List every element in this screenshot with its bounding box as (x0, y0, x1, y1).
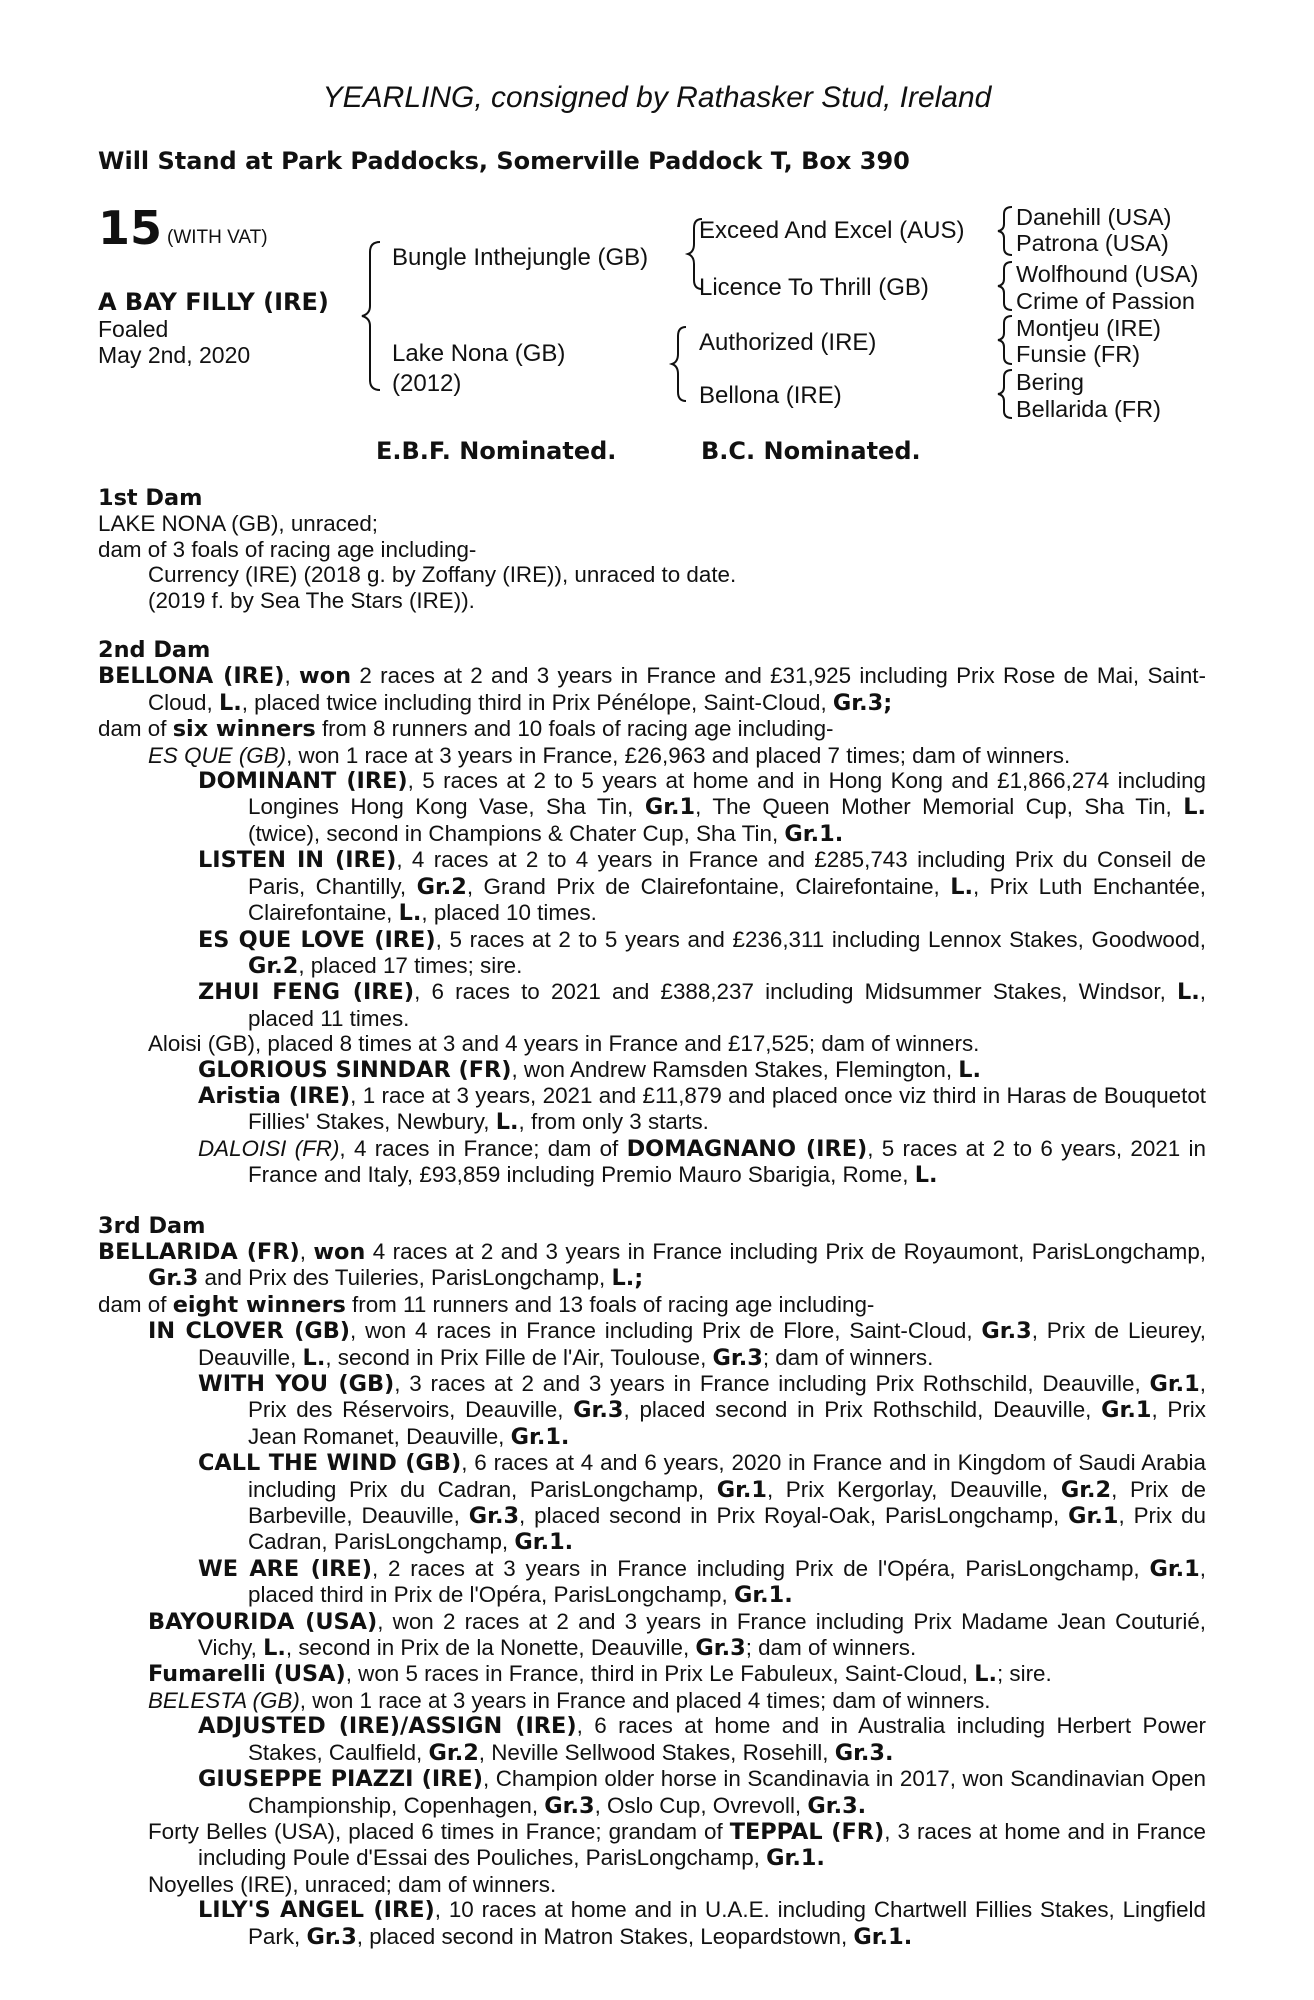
entry-text: , won 4 races in France including Prix de Flore, Saint-Cloud, (350, 1318, 982, 1344)
grade: Gr.2 (416, 873, 467, 900)
produce-entry (98, 1556, 1206, 1609)
produce-name: ADJUSTED (IRE)/ASSIGN (IRE) (198, 1713, 577, 1740)
entry-text: (twice), second in Champions & Chater Cup, Sha Tin, (248, 820, 785, 846)
entry-text: , 1 race at 3 years, 2021 and £11,879 and placed once viz third in Haras de Bouquetot Fillies' Stakes, Newbury, (248, 1082, 1206, 1135)
first-dam-line: dam of 3 foals of racing age including- (98, 536, 477, 562)
produce-entry: Aloisi (GB), placed 8 times at 3 and 4 years in France and £17,525; dam of winners. (148, 1031, 980, 1057)
produce-entry (98, 1450, 1206, 1556)
entry-text: ; dam of winners. (745, 1635, 917, 1661)
grade: Gr.3 (306, 1923, 357, 1950)
grade: L. (1183, 794, 1206, 821)
first-dam-produce: Currency (IRE) (2018 g. by Zoffany (IRE)), unraced to date. (148, 562, 737, 588)
produce-name: BELESTA (GB) (148, 1687, 300, 1713)
grade: Gr.3. (807, 1792, 867, 1819)
entry-text: , Prix de Barbeville, Deauville, (248, 1476, 1206, 1529)
entry-text: , Prix des Réservoirs, Deauville, (248, 1371, 1206, 1423)
grade: L.; (611, 1265, 644, 1292)
grade: Gr.3. (834, 1739, 894, 1766)
entry-text: , 4 races at 2 to 4 years in France and £285,743 including Prix du Conseil de Paris, Chantilly, (248, 847, 1206, 899)
produce-entry (98, 1136, 1206, 1189)
third-dam-heading: 3rd Dam (98, 1212, 206, 1239)
pedigree-dam-year: (2012) (392, 370, 462, 397)
winners-line (98, 1292, 1206, 1318)
entry-text: , placed second in Matron Stakes, Leopardstown, (356, 1923, 854, 1949)
pedigree-ggp-3: Wolfhound (USA) (1016, 261, 1199, 287)
third-dam-entry: BELLARIDA (FR), won 4 races at 2 and 3 years in France including Prix de Royaumont, ParisLongchamp, Gr.3 and Prix des Tuileries, ParisLongchamp, L.; (98, 1238, 1206, 1292)
grade: Gr.2 (428, 1739, 479, 1766)
entry-text: , won 5 races in France, third in Prix Le Fabuleux, Saint-Cloud, (345, 1661, 975, 1687)
bc-nomination: B.C. Nominated. (701, 437, 921, 465)
stand-location: Will Stand at Park Paddocks, Somerville Paddock T, Box 390 (98, 147, 910, 175)
entry-text: , Champion older horse in Scandinavia in 2017, won Scandinavian Open Championship, Copenhagen, (248, 1766, 1206, 1818)
produce-name: ES QUE LOVE (IRE) (198, 926, 436, 953)
grade: Gr.2 (248, 952, 299, 979)
entry-text: , from only 3 starts. (518, 1109, 709, 1135)
ebf-nomination: E.B.F. Nominated. (376, 437, 617, 465)
entry-text: , 3 races at 2 and 3 years in France including Prix Rothschild, Deauville, (394, 1371, 1150, 1396)
produce-entry (98, 1713, 1206, 1766)
produce-entry (98, 1609, 1206, 1662)
won-word: won (299, 663, 352, 690)
entry-text: , placed 11 times. (248, 979, 1206, 1031)
entry-text: from 11 runners and 13 foals of racing age including- (345, 1291, 875, 1317)
pedigree-bracket-dam (672, 327, 686, 401)
entry-text: , 5 races at 2 to 5 years and £236,311 including Lennox Stakes, Goodwood, (435, 926, 1207, 952)
produce-name: Fumarelli (USA) (148, 1661, 346, 1688)
produce-entry (98, 1661, 1206, 1687)
grade: Gr.1 (644, 794, 696, 821)
grade: Gr.3 (695, 1635, 746, 1662)
entry-text: and Prix des Tuileries, ParisLongchamp, (198, 1265, 612, 1291)
pedigree-ggp-8: Bellarida (FR) (1016, 396, 1161, 422)
pedigree-dam-sire: Authorized (IRE) (699, 329, 877, 356)
won-word: won (313, 1238, 366, 1265)
grade: Gr.1 (716, 1476, 767, 1503)
produce-name: DALOISI (FR) (198, 1135, 340, 1161)
grade: Gr.3 (981, 1318, 1032, 1345)
pedigree-ggp-5: Montjeu (IRE) (1016, 315, 1161, 341)
produce-name: WITH YOU (GB) (198, 1371, 395, 1397)
produce-name: DOMINANT (IRE) (198, 768, 408, 795)
pedigree-dam-dam: Bellona (IRE) (699, 382, 842, 409)
winners-count: eight winners (172, 1291, 346, 1318)
entry-text: , placed twice including third in Prix Pénélope, Saint-Cloud, (241, 689, 833, 715)
entry-text: , The Queen Mother Memorial Cup, Sha Tin, (695, 794, 1184, 820)
produce-name: LILY'S ANGEL (IRE) (198, 1897, 435, 1924)
entry-text: , Oslo Cup, Ovrevoll, (594, 1792, 808, 1818)
entry-text: , 6 races at 4 and 6 years, 2020 in France and in Kingdom of Saudi Arabia including Prix du Cadran, ParisLongchamp, (248, 1450, 1206, 1502)
entry-text: , second in Prix de la Nonette, Deauville, (285, 1635, 696, 1661)
produce-name: CALL THE WIND (GB) (198, 1450, 462, 1477)
entry-text: , placed 17 times; sire. (298, 952, 523, 978)
grade: L. (950, 873, 974, 900)
produce-entry (98, 768, 1206, 847)
grade: Gr.3 (544, 1792, 595, 1819)
grade: L. (218, 689, 242, 716)
entry-text: Forty Belles (USA), placed 6 times in France; grandam of (148, 1818, 730, 1844)
grade: L. (495, 1109, 519, 1136)
grade: Gr.2 (1060, 1476, 1112, 1503)
entry-text: from 8 runners and 10 foals of racing age including- (315, 716, 834, 742)
entry-text: , placed 10 times. (421, 900, 597, 926)
winners-count: six winners (172, 716, 316, 743)
produce-entry (98, 847, 1206, 926)
entry-text: , placed second in Prix Royal-Oak, ParisLongchamp, (519, 1503, 1069, 1529)
entry-text: , won Andrew Ramsden Stakes, Flemington, (511, 1056, 959, 1082)
entry-text: , placed third in Prix de l'Opéra, ParisLongchamp, (248, 1555, 1206, 1608)
entry-text: dam of (98, 1291, 173, 1317)
produce-entry (98, 1083, 1206, 1136)
entry-text: , second in Prix Fille de l'Air, Toulouse, (325, 1344, 713, 1370)
entry-text: , 4 races in France; dam of (339, 1135, 627, 1161)
produce-entry (98, 1688, 1206, 1713)
produce-name: IN CLOVER (GB) (148, 1318, 351, 1345)
produce-name: TEPPAL (FR) (729, 1818, 885, 1845)
catalogue-header: YEARLING, consigned by Rathasker Stud, Ireland (322, 81, 992, 114)
grade: Gr.3; (832, 689, 893, 716)
pedigree-bracket-main (362, 242, 380, 390)
grade: Gr.1. (766, 1845, 825, 1872)
grade: Gr.3 (712, 1344, 763, 1371)
entry-text: 4 races at 2 and 3 years in France including Prix de Royaumont, ParisLongchamp, (365, 1238, 1206, 1264)
produce-entry: Noyelles (IRE), unraced; dam of winners. (148, 1871, 557, 1897)
entry-text: , Prix de Lieurey, Deauville, (198, 1318, 1206, 1370)
produce-entry (98, 743, 1206, 768)
produce-name: ZHUI FENG (IRE) (198, 979, 415, 1006)
entry-text: , won 1 race at 3 years in France, £26,963 and placed 7 times; dam of winners. (286, 742, 1071, 768)
produce-name: DOMAGNANO (IRE) (626, 1135, 868, 1162)
grade: Gr.1 (1149, 1555, 1200, 1582)
produce-name: ES QUE (GB) (148, 742, 287, 768)
produce-entry (98, 1371, 1206, 1450)
grade: Gr.1 (1149, 1371, 1200, 1397)
grade: Gr.1. (784, 820, 844, 847)
entry-text: , won 2 races at 2 and 3 years in France including Prix Madame Jean Couturié, Vichy, (198, 1608, 1206, 1661)
entry-text: , Grand Prix de Clairefontaine, Clairefontaine, (466, 873, 951, 899)
pedigree-bracket-ggp3 (998, 316, 1012, 364)
dam-name: BELLONA (IRE) (98, 663, 285, 690)
grade: Gr.1. (853, 1923, 913, 1950)
entry-text: , won 1 race at 3 years in France and placed 4 times; dam of winners. (299, 1687, 991, 1713)
second-dam-entry: BELLONA (IRE), won 2 races at 2 and 3 years in France and £31,925 including Prix Rose de Mai, Saint-Cloud, L., placed twice including third in Prix Pénélope, Saint-Cloud, Gr.3; (98, 663, 1206, 716)
entry-text: , 6 races to 2021 and £388,237 including Midsummer Stakes, Windsor, (414, 979, 1177, 1005)
pedigree-bracket-ggp2 (998, 262, 1012, 310)
entry-text: , 3 races at home and in France including Poule d'Essai des Pouliches, ParisLongchamp, (198, 1818, 1206, 1871)
pedigree-ggp-1: Danehill (USA) (1016, 204, 1172, 230)
grade: Gr.3 (468, 1503, 520, 1530)
pedigree-notes (98, 486, 1206, 1950)
entry-text: dam of (98, 716, 173, 742)
winners-line (98, 716, 1206, 742)
grade: Gr.3 (148, 1265, 199, 1292)
entry-text: , 10 races at home and in U.A.E. including Chartwell Fillies Stakes, Lingfield Park, (248, 1897, 1206, 1949)
pedigree-dam: Lake Nona (GB) (392, 340, 566, 367)
grade: L. (398, 900, 422, 927)
pedigree-ggp-2: Patrona (USA) (1016, 230, 1169, 256)
grade: L. (1176, 979, 1200, 1006)
second-dam-heading: 2nd Dam (98, 637, 211, 664)
pedigree-sire: Bungle Inthejungle (GB) (392, 244, 649, 271)
produce-entry (98, 1318, 1206, 1371)
foaled-date: May 2nd, 2020 (98, 342, 251, 368)
entry-text: , Prix du Cadran, ParisLongchamp, (248, 1503, 1206, 1555)
entry-text: , Prix Jean Romanet, Deauville, (248, 1397, 1206, 1449)
entry-text: , 5 races at 2 to 6 years, 2021 in France and Italy, £93,859 including Premio Mauro Sbarigia, Rome, (248, 1135, 1206, 1188)
vat-note: (WITH VAT) (167, 227, 268, 248)
first-dam-heading: 1st Dam (98, 485, 203, 511)
entry-text: ; sire. (996, 1661, 1052, 1687)
entry-text: , placed second in Prix Rothschild, Deauville, (623, 1397, 1102, 1423)
grade: Gr.1. (514, 1529, 574, 1556)
grade: Gr.1. (733, 1582, 793, 1609)
pedigree-sire-sire: Exceed And Excel (AUS) (699, 217, 965, 244)
foaled-label: Foaled (98, 316, 169, 342)
produce-entry (98, 1897, 1206, 1950)
entry-text: , Prix Kergorlay, Deauville, (767, 1476, 1061, 1502)
entry-text: ; dam of winners. (762, 1344, 934, 1370)
pedigree-bracket-ggp4 (998, 370, 1012, 418)
pedigree-bracket-ggp1 (998, 207, 1012, 255)
grade: L. (914, 1162, 938, 1189)
produce-name: GLORIOUS SINNDAR (FR) (198, 1056, 512, 1083)
horse-name: A BAY FILLY (IRE) (98, 288, 329, 316)
entry-text: , Neville Sellwood Stakes, Rosehill, (478, 1739, 835, 1765)
pedigree-sire-dam: Licence To Thrill (GB) (699, 274, 929, 301)
produce-name: Aristia (IRE) (198, 1082, 351, 1109)
first-dam-produce: (2019 f. by Sea The Stars (IRE)). (148, 587, 475, 613)
first-dam-line: LAKE NONA (GB), unraced; (98, 511, 378, 537)
grade: L. (263, 1635, 286, 1662)
grade: L. (974, 1661, 997, 1688)
dam-name: BELLARIDA (FR) (98, 1238, 300, 1265)
produce-entry (98, 1057, 1206, 1083)
produce-name: LISTEN IN (IRE) (198, 847, 397, 874)
grade: Gr.1 (1068, 1503, 1119, 1530)
produce-entry (98, 1766, 1206, 1819)
grade: L. (302, 1344, 326, 1371)
grade: Gr.1. (510, 1423, 570, 1450)
pedigree-ggp-7: Bering (1016, 369, 1084, 395)
grade: L. (958, 1056, 982, 1083)
pedigree-ggp-6: Funsie (FR) (1016, 341, 1141, 367)
entry-text: , 5 races at 2 to 5 years at home and in Hong Kong and £1,866,274 including Longines Hong Kong Vase, Sha Tin, (248, 768, 1206, 820)
grade: Gr.3 (573, 1397, 624, 1424)
produce-name: GIUSEPPE PIAZZI (IRE) (198, 1766, 483, 1793)
entry-text: 2 races at 2 and 3 years in France and £31,925 including Prix Rose de Mai, Saint-Cloud, (148, 663, 1206, 715)
entry-text: , Prix Luth Enchantée, Clairefontaine, (248, 873, 1206, 926)
lot-number: 15 (98, 201, 163, 255)
produce-entry (98, 979, 1206, 1031)
entry-text: , 2 races at 3 years in France including Prix de l'Opéra, ParisLongchamp, (371, 1555, 1150, 1581)
produce-name: BAYOURIDA (USA) (148, 1608, 378, 1635)
entry-text: , 6 races at home and in Australia including Herbert Power Stakes, Caulfield, (248, 1713, 1206, 1765)
grade: Gr.1 (1101, 1397, 1152, 1424)
produce-name: WE ARE (IRE) (198, 1555, 372, 1582)
produce-entry (98, 1819, 1206, 1872)
pedigree-ggp-4: Crime of Passion (1016, 288, 1195, 314)
produce-entry (98, 927, 1206, 980)
